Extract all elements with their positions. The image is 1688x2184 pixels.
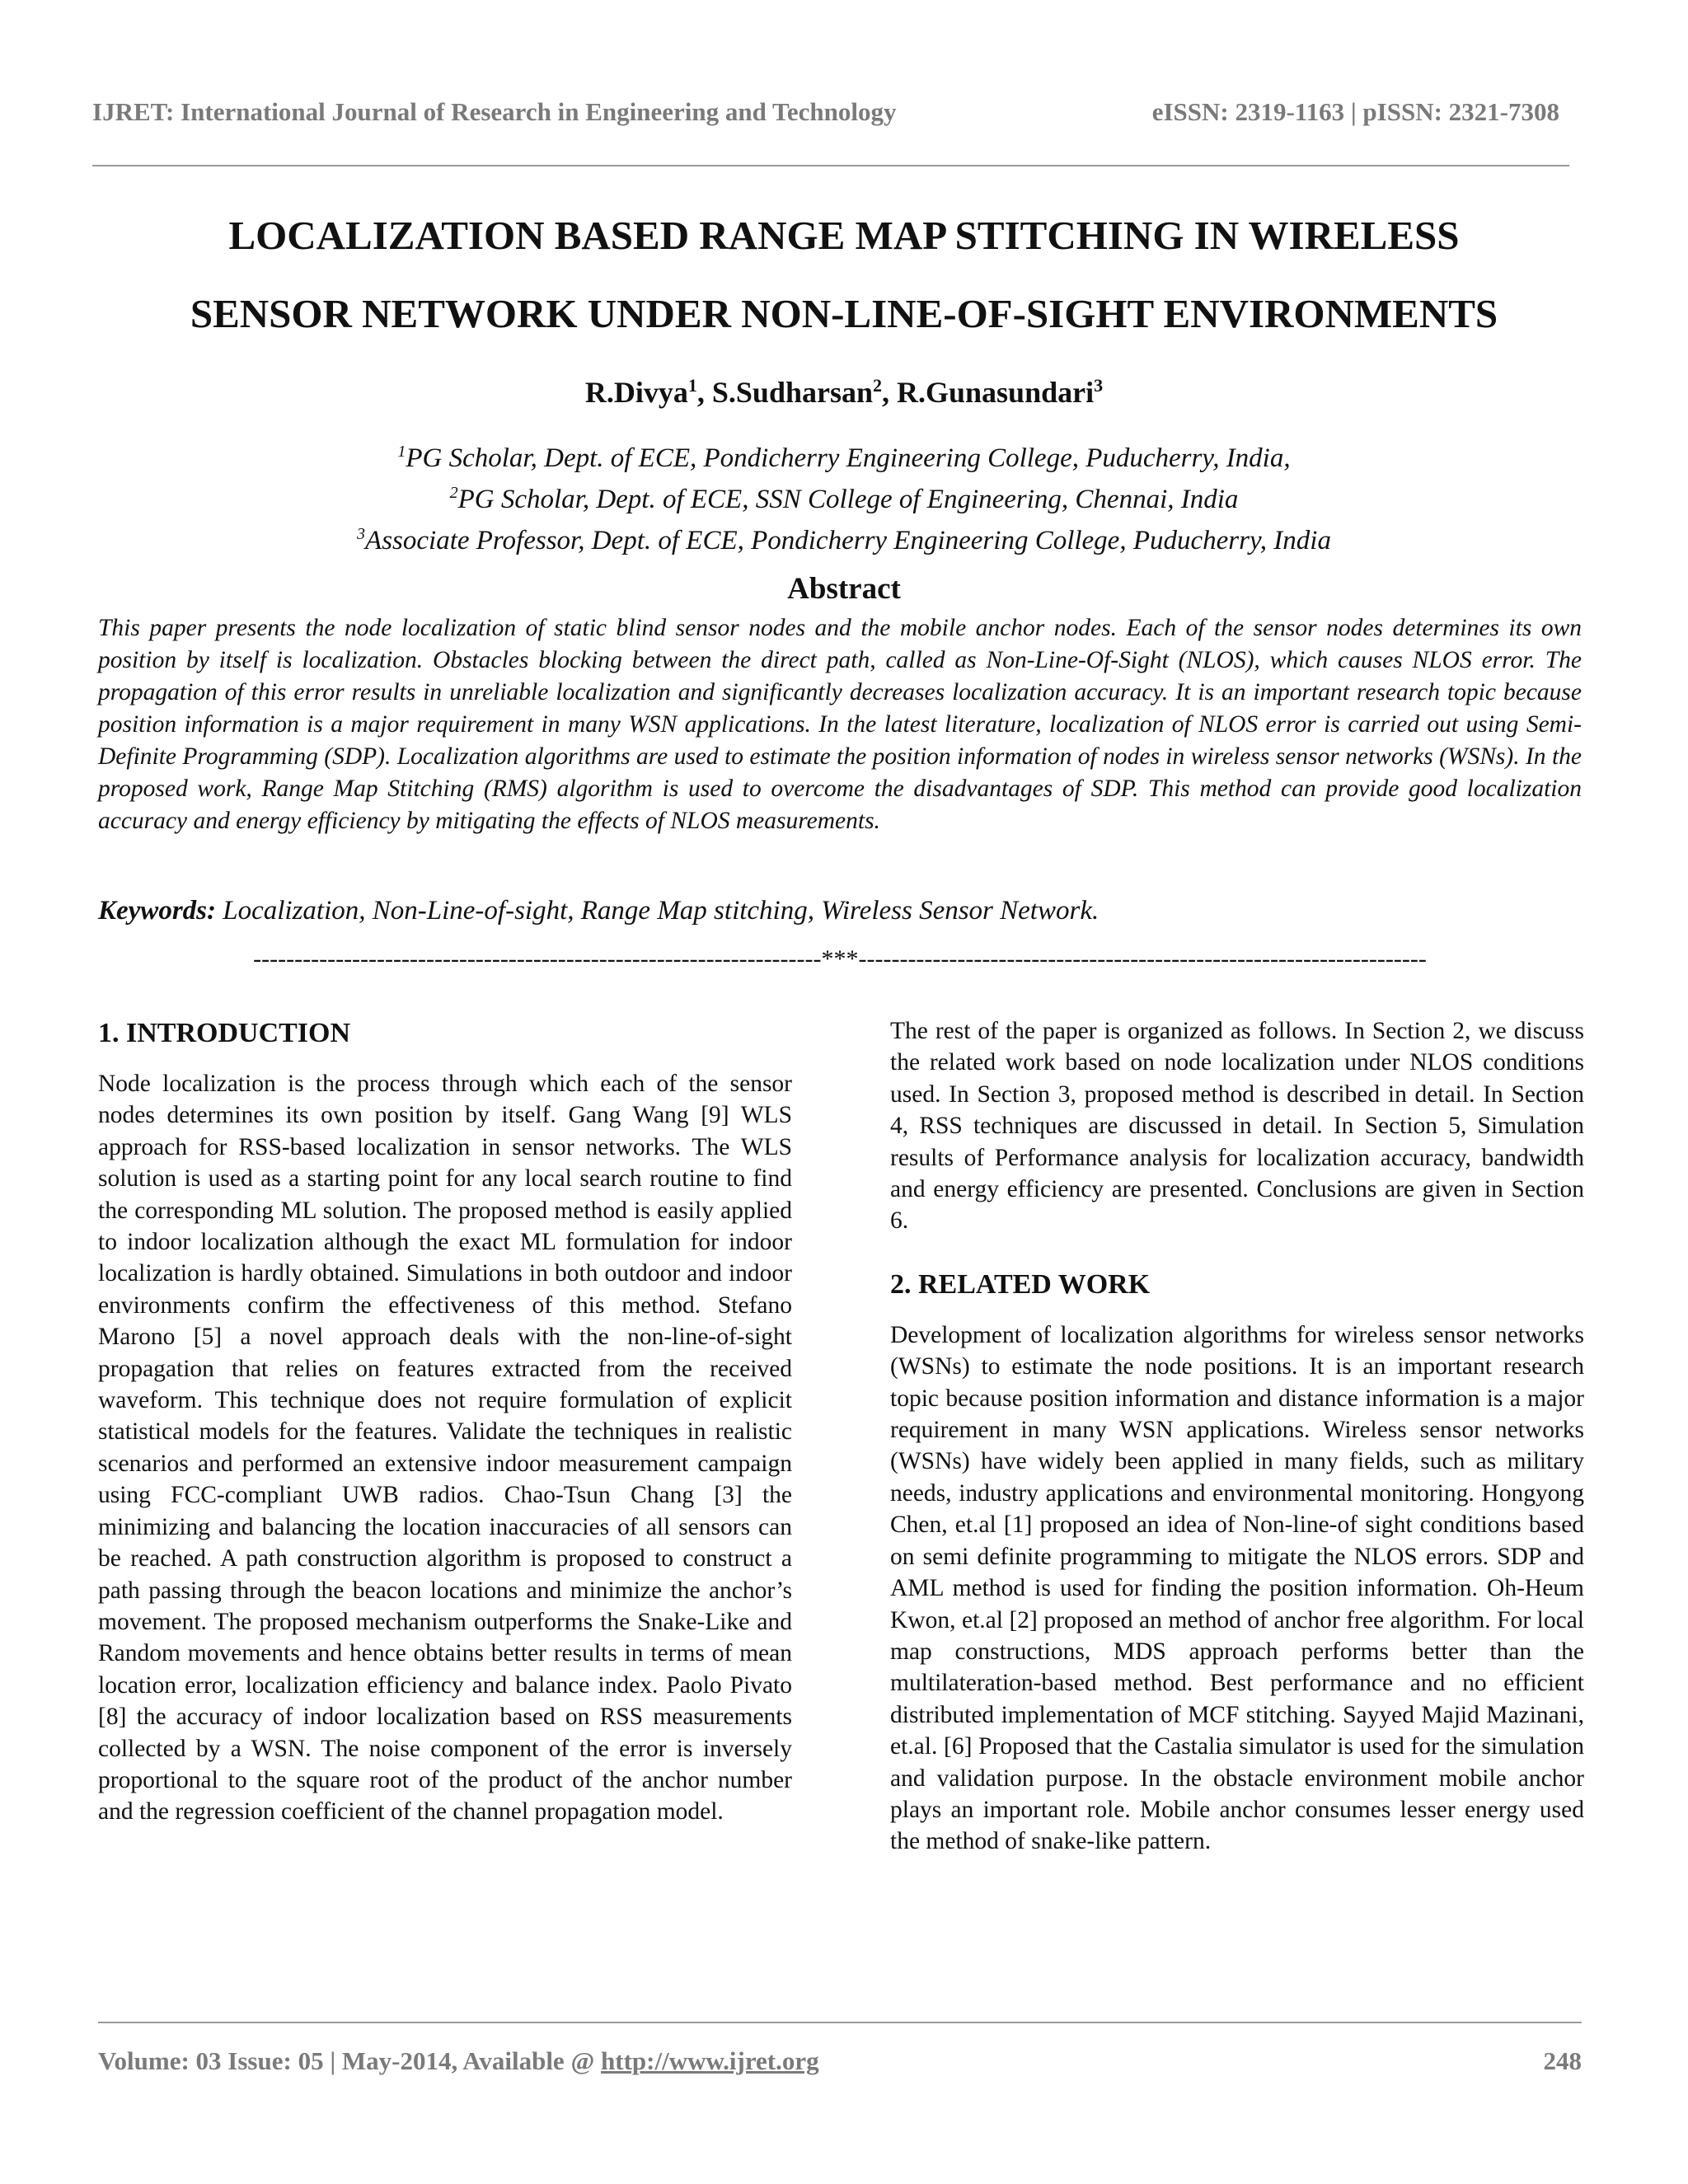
section-heading-related-work: 2. RELATED WORK [890, 1268, 1151, 1300]
organization-paragraph: The rest of the paper is organized as follows. In Section 2, we discuss the related work based on node localization under NLOS conditions used. In Section 3, proposed method is described in detail. In Section 4, RSS techniques are discussed in detail. In Section 5, Simulation results of Performance analysis for localization accuracy, bandwidth and energy efficiency are presented. Conclusions are given in Section 6. [890, 1018, 1584, 1235]
keywords-text: Localization, Non-Line-of-sight, Range Map stitching, Wireless Sensor Network. [216, 896, 1100, 926]
affiliation-text: PG Scholar, Dept. of ECE, Pondicherry Engineering College, Puducherry, India, [406, 443, 1291, 473]
footer-rule [98, 2022, 1582, 2023]
author-separator: , [882, 376, 897, 409]
abstract-heading: Abstract [787, 572, 901, 606]
authors [92, 375, 1596, 410]
author-mark: 1 [687, 375, 697, 396]
affiliation-mark: 2 [449, 484, 458, 502]
header-rule [92, 165, 1569, 166]
journal-link[interactable]: http://www.ijret.org [601, 2046, 819, 2075]
author-separator: , [696, 376, 712, 409]
keywords-label: Keywords: [98, 896, 216, 926]
running-header [92, 97, 1559, 130]
title-line-2: SENSOR NETWORK UNDER NON-LINE-OF-SIGHT ENVIRONMENTS [190, 291, 1498, 336]
affiliation-text: Associate Professor, Dept. of ECE, Pondicherry Engineering College, Puducherry, India [365, 526, 1331, 555]
affiliation [92, 476, 1596, 517]
affiliation [92, 434, 1596, 476]
abstract-text: This paper presents the node localization of static blind sensor nodes and the mobile anchor nodes. Each of the sensor nodes determines its own position by itself is localization. Obstacles blocking between the direct path, called as Non-Line-Of-Sight (NLOS), which causes NLOS error. The propagation of this error results in unreliable localization and significantly decreases localization accuracy. It is an important research topic because position information is a major requirement in many WSN applications. In the latest literature, localization of NLOS error is carried out using Semi-Definite Programming (SDP). Localization algorithms are used to estimate the position information of nodes in wireless sensor networks (WSNs). In the proposed work, Range Map Stitching (RMS) algorithm is used to overcome the disadvantages of SDP. This method can provide good localization accuracy and energy efficiency by mitigating the effects of NLOS measurements. [98, 615, 1582, 834]
introduction-paragraph: Node localization is the process through which each of the sensor nodes determines its own position by itself. Gang Wang [9] WLS approach for RSS-based localization in sensor networks. The WLS solution is used as a starting point for any local search routine to find the corresponding ML solution. The proposed method is easily applied to indoor localization although the exact ML formulation for indoor localization is hardly obtained. Simulations in both outdoor and indoor environments confirm the effectiveness of this method. Stefano Marono [5] a novel approach deals with the non-line-of-sight propagation that relies on features extracted from the received waveform. This technique does not require formulation of explicit statistical models for the features. Validate the techniques in realistic scenarios and performed an extensive indoor measurement campaign using FCC-compliant UWB radios. Chao-Tsun Chang [3] the minimizing and balancing the location inaccuracies of all sensors can be reached. A path construction algorithm is proposed to construct a path passing through the beacon locations and minimize the anchor’s movement. The proposed mechanism outperforms the Snake-Like and Random movements and hence obtains better results in terms of mean location error, localization efficiency and balance index. Paolo Pivato [8] the accuracy of indoor localization based on RSS measurements collected by a WSN. The noise component of the error is inversely proportional to the square root of the product of the anchor number and the regression coefficient of the channel propagation model. [98, 1071, 792, 1825]
author-name: R.Divya [584, 376, 688, 409]
volume-text: Volume: 03 Issue: 05 | May-2014, Available @ [98, 2046, 602, 2075]
affiliations [92, 434, 1596, 558]
affiliation-mark: 3 [357, 525, 366, 543]
title-line-1: LOCALIZATION BASED RANGE MAP STITCHING IN WIRELESS [228, 213, 1460, 258]
author-name: R.Gunasundari [897, 376, 1095, 409]
affiliation-mark: 1 [397, 443, 406, 461]
issn: eISSN: 2319-1163 | pISSN: 2321-7308 [1151, 97, 1559, 126]
volume-info [98, 2046, 819, 2076]
page-number: 248 [1543, 2046, 1582, 2075]
journal-name: IJRET: International Journal of Research in Engineering and Technology [92, 97, 897, 126]
author-mark: 3 [1094, 375, 1104, 396]
separator: ---------------------------------------------------------------------***--------------------------------------------------------------------- [253, 945, 1427, 972]
left-column [98, 1015, 792, 1828]
right-column [890, 1015, 1584, 1858]
related-work-paragraph: Development of localization algorithms for wireless sensor networks (WSNs) to estimate the node positions. It is an important research topic because position information and distance information is a major requirement in many WSN applications. Wireless sensor networks (WSNs) have widely been applied in many fields, such as military needs, industry applications and environmental monitoring. Hongyong Chen, et.al [1] proposed an idea of Non-line-of sight conditions based on semi definite programming to mitigate the NLOS errors. SDP and AML method is used for finding the position information. Oh-Heum Kwon, et.al [2] proposed an method of anchor free algorithm. For local map constructions, MDS approach performs better than the multilateration-based method. Best performance and no efficient distributed implementation of MCF stitching. Sayyed Majid Mazinani, et.al. [6] Proposed that the Castalia simulator is used for the simulation and validation purpose. In the obstacle environment mobile anchor plays an important role. Mobile anchor consumes lesser energy used the method of snake-like pattern. [890, 1321, 1584, 1855]
section-heading-introduction: 1. INTRODUCTION [98, 1018, 351, 1048]
author-mark: 2 [873, 375, 882, 396]
author-name: S.Sudharsan [711, 376, 873, 409]
affiliation [92, 517, 1596, 558]
keywords [98, 896, 1582, 926]
affiliation-text: PG Scholar, Dept. of ECE, SSN College of Engineering, Chennai, India [457, 485, 1239, 514]
paper-title [92, 196, 1596, 353]
